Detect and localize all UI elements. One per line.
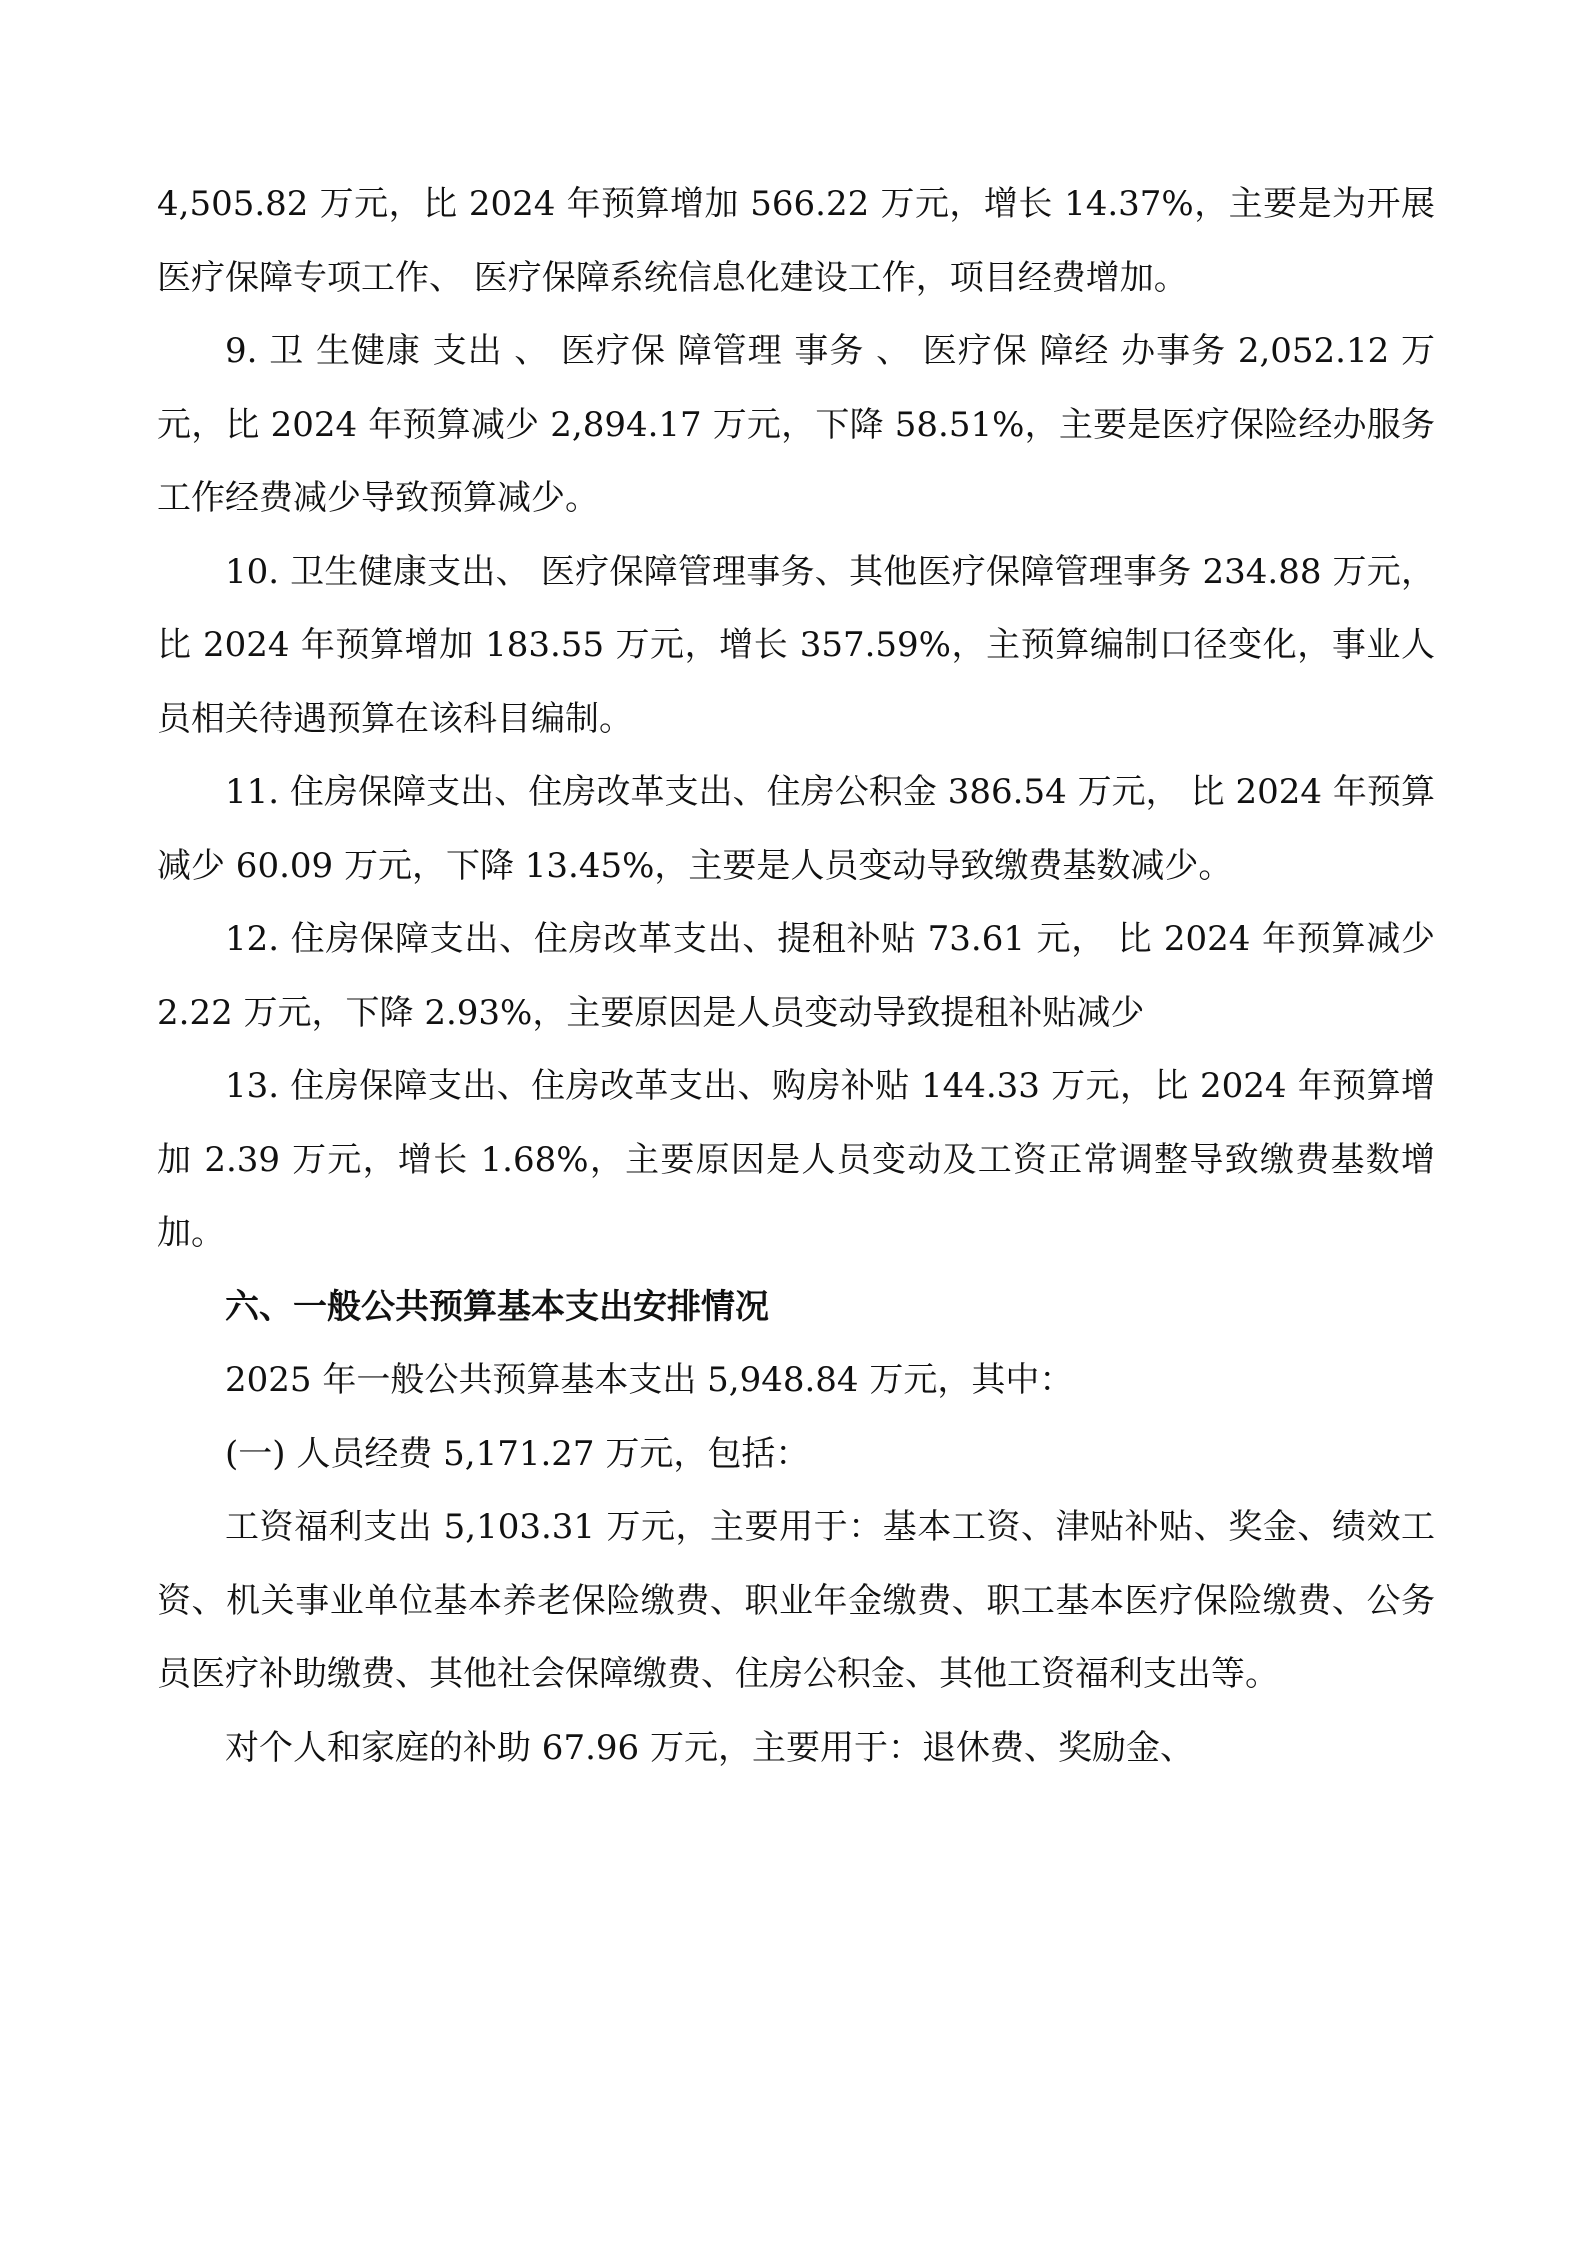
- section-heading: 六、一般公共预算基本支出安排情况: [225, 1286, 769, 1327]
- paragraph-item-13: 13. 住房保障支出、住房改革支出、购房补贴 144.33 万元，比 2024 年预算增加 2.39 万元，增长 1.68%，主要原因是人员变动及工资正常调整导致缴费基数增加。: [157, 1066, 1435, 1253]
- basic-expenditure-summary: 2025 年一般公共预算基本支出 5,948.84 万元，其中：: [225, 1360, 1074, 1400]
- personnel-expense-intro: (一) 人员经费 5,171.27 万元，包括：: [225, 1433, 810, 1474]
- salary-welfare-paragraph: 工资福利支出 5,103.31 万元，主要用于：基本工资、津贴补贴、奖金、绩效工资、机关事业单位基本养老保险缴费、职业年金缴费、职工基本医疗保险缴费、公务员医疗补助缴费、其他社会保障缴费、住房公积金、其他工资福利支出等。: [157, 1507, 1435, 1694]
- paragraph-item-9: 9. 卫 生健康 支出 、 医疗保 障管理 事务 、 医疗保 障经 办事务 2,052.12 万元，比 2024 年预算减少 2,894.17 万元，下降 58.51%，主要是医疗保险经办服务工作经费减少导致预算减少。: [157, 331, 1435, 518]
- household-subsidy-paragraph: 对个人和家庭的补助 67.96 万元，主要用于：退休费、奖励金、: [225, 1727, 1194, 1768]
- paragraph-item-10: 10. 卫生健康支出、 医疗保障管理事务、其他医疗保障管理事务 234.88 万元， 比 2024 年预算增加 183.55 万元，增长 357.59%，主预算编制口径变化，事业人员相关待遇预算在该科目编制。: [157, 551, 1435, 739]
- paragraph-item-12: 12. 住房保障支出、住房改革支出、提租补贴 73.61 元， 比 2024 年预算减少 2.22 万元，下降 2.93%，主要原因是人员变动导致提租补贴减少: [157, 919, 1435, 1033]
- paragraph-item-8-continued: 4,505.82 万元，比 2024 年预算增加 566.22 万元，增长 14.37%，主要是为开展医疗保障专项工作、 医疗保障系统信息化建设工作，项目经费增加。: [157, 184, 1435, 298]
- document-page: [157, 168, 1435, 1785]
- paragraph-item-11: 11. 住房保障支出、住房改革支出、住房公积金 386.54 万元， 比 2024 年预算减少 60.09 万元，下降 13.45%，主要是人员变动导致缴费基数减少。: [157, 772, 1435, 886]
